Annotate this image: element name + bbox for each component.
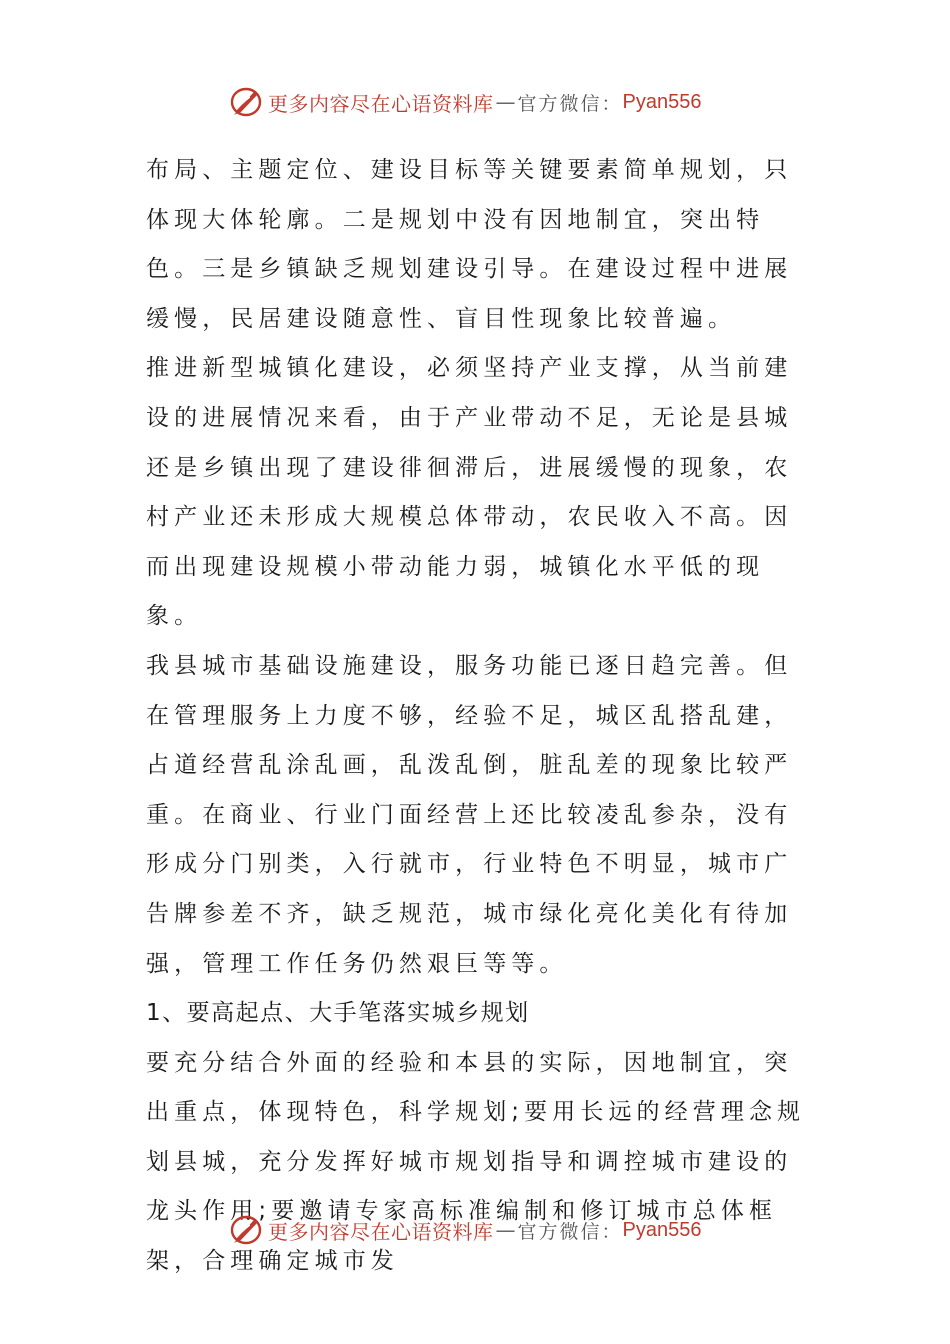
paragraph-2: 推进新型城镇化建设，必须坚持产业支撑，从当前建设的进展情况来看，由于产业带动不足，无论是县城还是乡镇出现了建设徘徊滞后，进展缓慢的现象，农村产业还未形成大规模总体带动，农民收入不高。因而出现建设规模小带动能力弱，城镇化水平低的现象。 bbox=[146, 355, 793, 630]
footer-brand-text: 更多内容尽在心语资料库 bbox=[268, 1219, 494, 1244]
header-official-label: 官方微信： bbox=[517, 92, 623, 115]
quill-pen-icon bbox=[228, 84, 264, 120]
header-watermark bbox=[228, 84, 701, 120]
header-banner bbox=[0, 82, 950, 122]
paragraph-3: 我县城市基础设施建设，服务功能已逐日趋完善。但在管理服务上力度不够，经验不足，城区乱搭乱建，占道经营乱涂乱画，乱泼乱倒，脏乱差的现象比较严重。在商业、行业门面经营上还比较凌乱参杂，没有形成分门别类，入行就市，行业特色不明显，城市广告牌参差不齐，缺乏规范，城市绿化亮化美化有待加强，管理工作任务仍然艰巨等等。 bbox=[146, 652, 793, 977]
paragraph-1: 布局、主题定位、建设目标等关键要素简单规划，只体现大体轮廓。二是规划中没有因地制宜，突出特色。三是乡镇缺乏规划建设引导。在建设过程中进展缓慢，民居建设随意性、盲目性现象比较普遍。 bbox=[146, 157, 793, 332]
header-brand-text: 更多内容尽在心语资料库 bbox=[268, 91, 494, 116]
footer-banner bbox=[0, 1210, 950, 1250]
footer-official-label: 官方微信： bbox=[517, 1220, 623, 1243]
document-body bbox=[146, 146, 810, 1287]
footer-dash: — bbox=[495, 1218, 516, 1242]
header-account: Pyan556 bbox=[622, 90, 702, 113]
quill-pen-icon bbox=[228, 1212, 264, 1248]
footer-account: Pyan556 bbox=[622, 1218, 702, 1241]
footer-watermark bbox=[228, 1212, 701, 1248]
paragraph-4: 要充分结合外面的经验和本县的实际，因地制宜，突出重点，体现特色，科学规划;要用长远的经营理念规划县城，充分发挥好城市规划指导和调控城市建设的龙头作用;要邀请专家高标准编制和修订城市总体框架，合理确定城市发 bbox=[146, 1049, 806, 1275]
section-heading-1: 1、要高起点、大手笔落实城乡规划 bbox=[146, 1000, 530, 1027]
header-dash: — bbox=[495, 90, 516, 114]
